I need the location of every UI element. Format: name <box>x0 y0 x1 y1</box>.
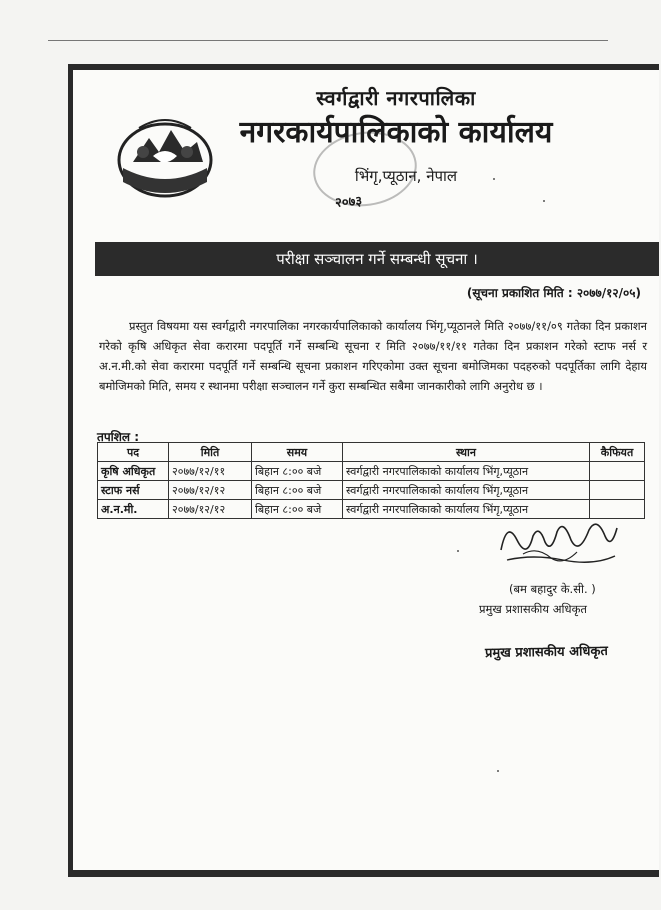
scan-speck <box>497 770 499 772</box>
header-venue: स्थान <box>343 443 590 462</box>
remarks-cell <box>590 481 645 500</box>
time-cell: बिहान ८:०० बजे <box>252 462 343 481</box>
signatory-title: प्रमुख प्रशासकीय अधिकृत <box>479 602 587 616</box>
remarks-cell <box>590 462 645 481</box>
venue-cell: स्वर्गद्वारी नगरपालिकाको कार्यालय भिंगृ,प्यूठान <box>343 500 590 519</box>
header-time: समय <box>252 443 343 462</box>
header-post: पद <box>98 443 169 462</box>
post-cell: स्टाफ नर्स <box>98 481 169 500</box>
scan-speck <box>543 200 545 202</box>
header-date: मिति <box>169 443 252 462</box>
table-row <box>98 481 645 500</box>
scan-speck <box>493 178 495 180</box>
time-cell: बिहान ८:०० बजे <box>252 500 343 519</box>
table-header-row <box>98 443 645 462</box>
signatory-name: (बम बहादुर के.सी. ) <box>509 582 596 596</box>
notice-body-paragraph: प्रस्तुत विषयमा यस स्वर्गद्वारी नगरपालिका नगरकार्यपालिकाको कार्यालय भिंगृ,प्यूठानले मिति २०७७/११/०९ गतेका दिन प्रकाशन गरेको कृषि अधिकृत सेवा करारमा पदपूर्ति गर्ने सम्बन्धि सूचना र मिति २०७७/११/११ गतेका दिन प्रकाशन गरेको स्टाफ नर्स र अ.न.मी.को सेवा करारमा पदपूर्ति गर्ने सम्बन्धि सूचना प्रकाशन गरिएकोमा उक्त सूचना बमोजिमका पदहरुको पदपूर्तिका लागि देहाय बमोजिमको मिति, समय र स्थानमा परीक्षा सञ्चालन गर्ने कुरा सम्बन्धित सबैमा जानकारीको लागि अनुरोध छ । <box>99 319 647 393</box>
post-cell: कृषि अधिकृत <box>98 462 169 481</box>
date-cell: २०७७/१२/१२ <box>169 500 252 519</box>
published-date: (सूचना प्रकाशित मिति : २०७७/१२/०५) <box>466 286 641 300</box>
handwritten-signature <box>493 510 623 576</box>
notice-title: परीक्षा सञ्चालन गर्ने सम्बन्धी सूचना । <box>95 242 659 276</box>
header-remarks: कैफियत <box>590 443 645 462</box>
post-cell: अ.न.मी. <box>98 500 169 519</box>
venue-cell: स्वर्गद्वारी नगरपालिकाको कार्यालय भिंगृ,प्यूठान <box>343 481 590 500</box>
schedule-label: तपशिल : <box>97 430 140 444</box>
table-row <box>98 462 645 481</box>
stamped-signatory-title: प्रमुख प्रशासकीय अधिकृत <box>484 643 608 662</box>
scan-speck <box>457 550 459 552</box>
office-address: भिंगृ,प्यूठान, नेपाल <box>354 167 458 185</box>
notice-page <box>68 64 659 877</box>
time-cell: बिहान ८:०० बजे <box>252 481 343 500</box>
exam-schedule-table <box>97 442 645 519</box>
office-name: नगरकार्यपालिकाको कार्यालय <box>239 115 553 150</box>
notice-body <box>99 316 647 396</box>
venue-cell: स्वर्गद्वारी नगरपालिकाको कार्यालय भिंगृ,प्यूठान <box>343 462 590 481</box>
scan-edge-line <box>48 40 608 41</box>
municipality-name: स्वर्गद्वारी नगरपालिका <box>316 86 476 110</box>
stamp-year: २०७३ <box>334 194 363 211</box>
date-cell: २०७७/१२/११ <box>169 462 252 481</box>
date-cell: २०७७/१२/१२ <box>169 481 252 500</box>
